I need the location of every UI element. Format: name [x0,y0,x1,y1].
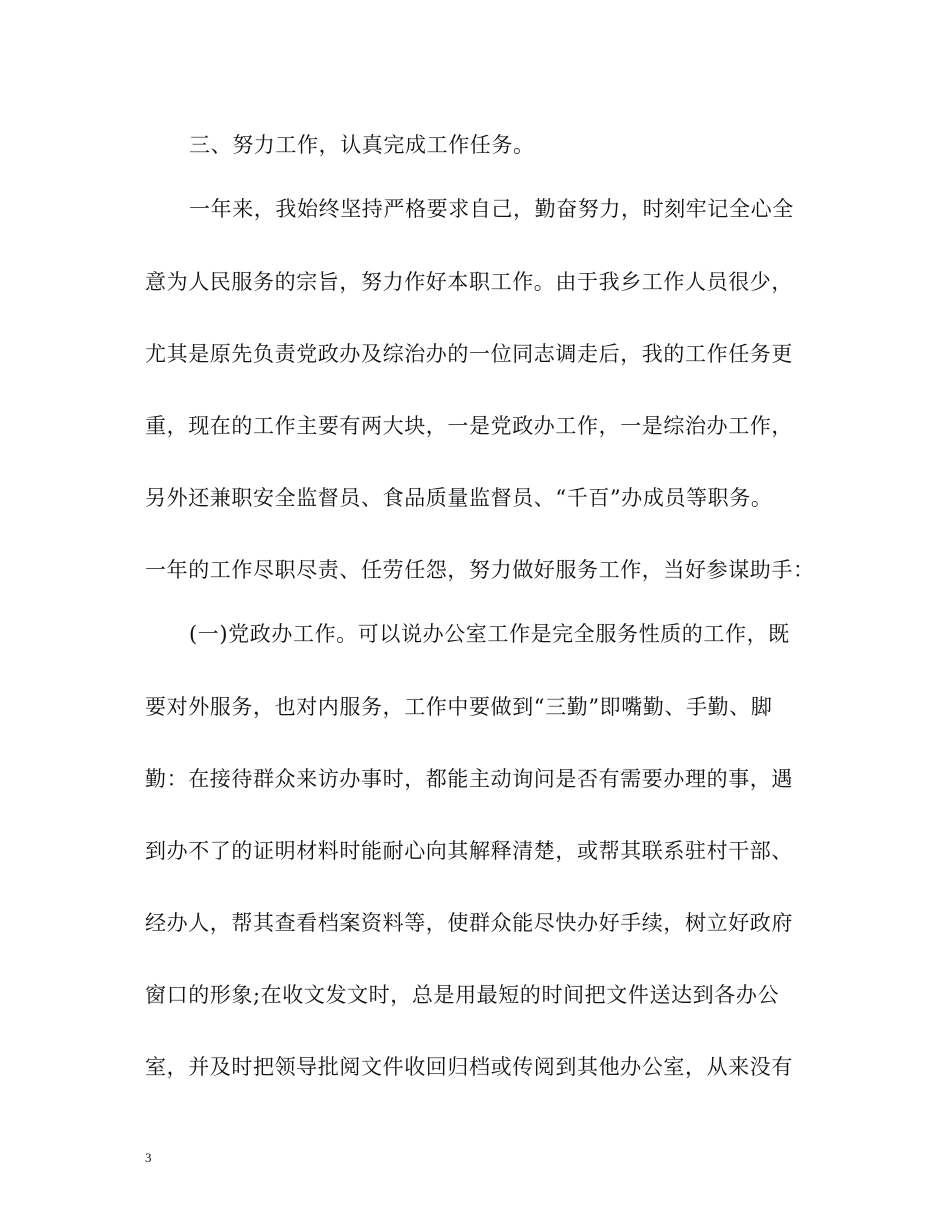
paragraph-line: 室，并及时把领导批阅文件收回归档或传阅到其他办公室，从来没有 [145,1055,793,1079]
paragraph-line: 窗口的形象;在收文发文时，总是用最短的时间把文件送达到各办公 [145,983,780,1007]
paragraph-line: 尤其是原先负责党政办及综治办的一位同志调走后，我的工作任务更 [145,342,793,366]
paragraph-line: 意为人民服务的宗旨，努力作好本职工作。由于我乡工作人员很少， [145,270,793,294]
paragraph-line: 重，现在的工作主要有两大块，一是党政办工作，一是综治办工作， [145,414,793,438]
paragraph-line: 经办人，帮其查看档案资料等，使群众能尽快办好手续，树立好政府 [145,911,793,935]
paragraph-line: 要对外服务，也对内服务，工作中要做到“三勤”即嘴勤、手勤、脚 [145,695,773,719]
paragraph-line: 一年的工作尽职尽责、任劳任怨，努力做好服务工作，当好参谋助手： [145,558,815,582]
page-number: 3 [145,1150,152,1165]
paragraph-line: 到办不了的证明材料时能耐心向其解释清楚，或帮其联系驻村干部、 [145,839,793,863]
paragraph-line: 一年来，我始终坚持严格要求自己，勤奋努力，时刻牢记全心全 [189,197,794,221]
paragraph-line: 勤：在接待群众来访办事时，都能主动询问是否有需要办理的事，遇 [145,767,793,791]
paragraph-line: 另外还兼职安全监督员、食品质量监督员、“千百”办成员等职务。 [145,486,773,510]
section-heading: 三、努力工作，认真完成工作任务。 [189,133,535,157]
paragraph-line: (一)党政办工作。可以说办公室工作是完全服务性质的工作，既 [189,622,790,646]
